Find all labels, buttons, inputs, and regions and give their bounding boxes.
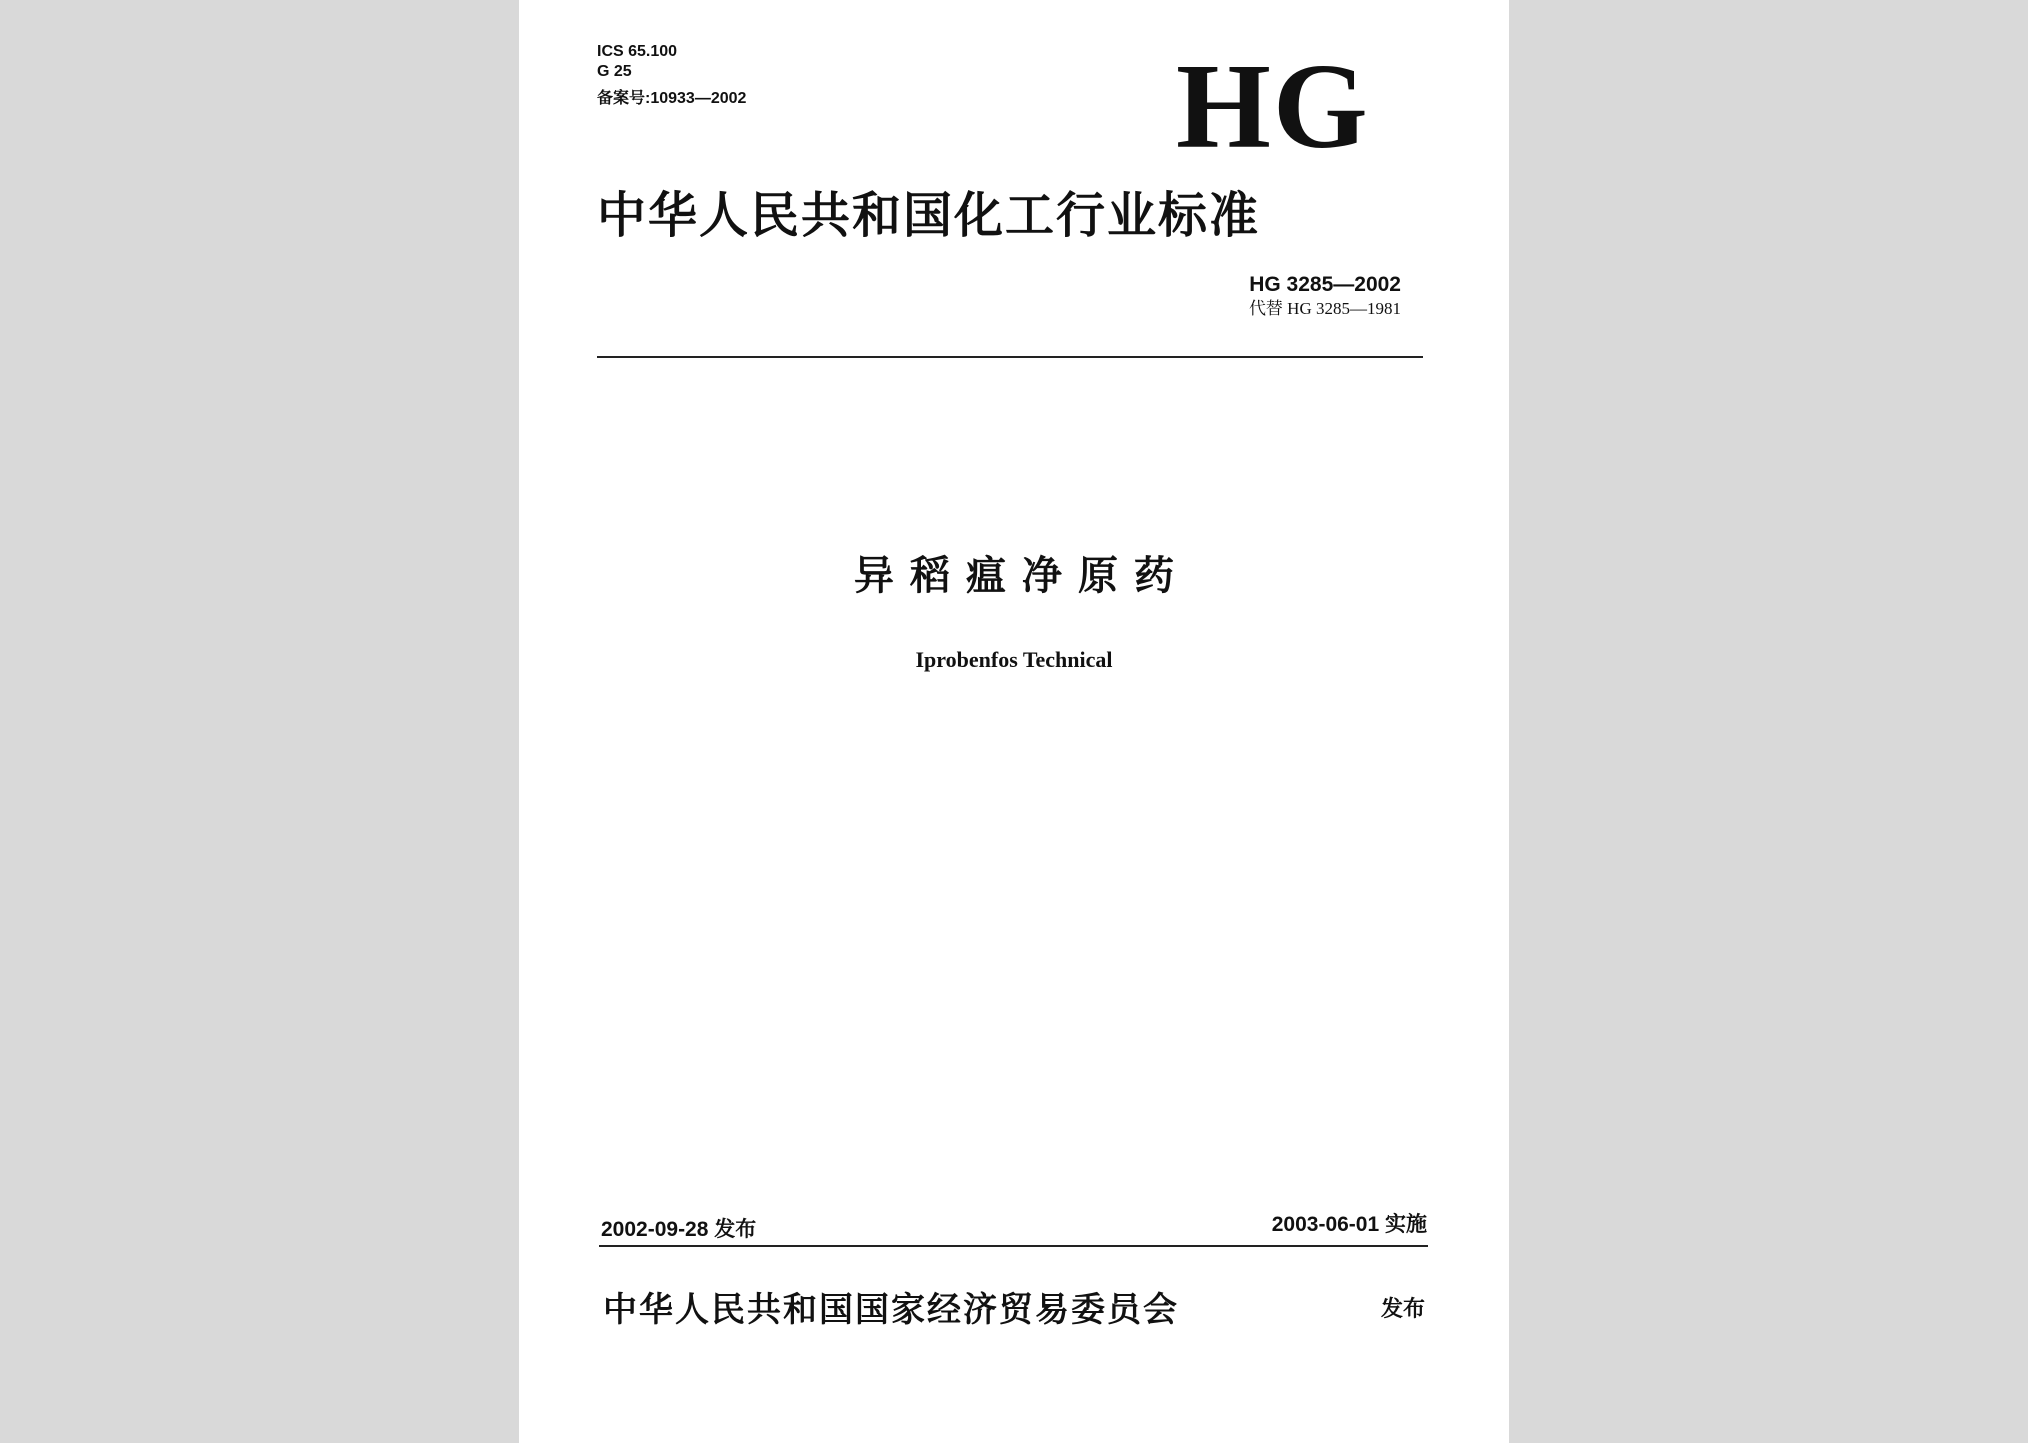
effective-date: 2003-06-01 实施 (1271, 1213, 1427, 1236)
hg-logo: HG (1176, 39, 1370, 174)
classification-code: G 25 (597, 63, 632, 80)
issue-date: 2002-09-28 发布 (601, 1218, 757, 1241)
ics-code: ICS 65.100 (597, 43, 678, 60)
issuer-name: 中华人民共和国国家经济贸易委员会 (603, 1290, 1179, 1330)
document-title-en: Iprobenfos Technical (915, 647, 1113, 672)
header-divider (597, 356, 1423, 358)
standard-code: HG 3285—2002 (1249, 273, 1401, 296)
issuer-suffix: 发布 (1381, 1297, 1426, 1322)
footer-divider (599, 1245, 1428, 1247)
record-number: 备案号:10933—2002 (597, 90, 747, 107)
standard-title: 中华人民共和国化工行业标准 (597, 187, 1261, 244)
replaces-note: 代替 HG 3285—1981 (1248, 299, 1401, 318)
document-page (519, 0, 1509, 1443)
document-title-cn: 异稻瘟净原药 (854, 553, 1190, 599)
